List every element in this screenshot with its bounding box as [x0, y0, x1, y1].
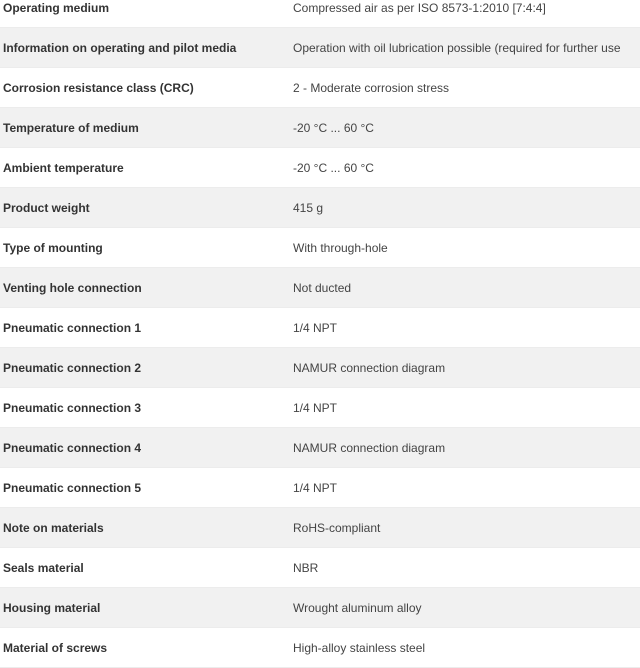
- spec-value: Operation with oil lubrication possible (required for further use: [293, 40, 621, 55]
- spec-row: [0, 188, 640, 228]
- spec-value: With through-hole: [293, 240, 388, 255]
- spec-value: 2 - Moderate corrosion stress: [293, 80, 450, 95]
- spec-row: [0, 468, 640, 508]
- spec-label: Product weight: [3, 200, 90, 215]
- spec-label: Venting hole connection: [3, 280, 142, 295]
- spec-label: Pneumatic connection 4: [3, 440, 142, 455]
- spec-label: Information on operating and pilot media: [3, 40, 237, 55]
- spec-row: [0, 28, 640, 68]
- spec-label: Operating medium: [3, 0, 110, 15]
- spec-value: Compressed air as per ISO 8573-1:2010 [7:4:4]: [293, 0, 546, 15]
- spec-value: -20 °C ... 60 °C: [293, 120, 374, 135]
- spec-value: Not ducted: [293, 280, 352, 295]
- spec-value: 1/4 NPT: [293, 480, 338, 495]
- spec-value: Wrought aluminum alloy: [293, 600, 422, 615]
- spec-row: [0, 508, 640, 548]
- spec-label: Material of screws: [3, 640, 108, 655]
- spec-row: [0, 348, 640, 388]
- spec-row: [0, 268, 640, 308]
- spec-row: [0, 0, 640, 28]
- spec-label: Ambient temperature: [3, 160, 124, 175]
- spec-value: NAMUR connection diagram: [293, 360, 446, 375]
- spec-label: Type of mounting: [3, 240, 103, 255]
- spec-row: [0, 588, 640, 628]
- spec-row: [0, 68, 640, 108]
- spec-row: [0, 388, 640, 428]
- spec-value: 415 g: [293, 200, 324, 215]
- spec-value: NBR: [293, 560, 319, 575]
- spec-label: Pneumatic connection 2: [3, 360, 142, 375]
- spec-value: -20 °C ... 60 °C: [293, 160, 374, 175]
- spec-label: Pneumatic connection 5: [3, 480, 142, 495]
- spec-label: Housing material: [3, 600, 101, 615]
- spec-value: NAMUR connection diagram: [293, 440, 446, 455]
- spec-row: [0, 308, 640, 348]
- spec-label: Corrosion resistance class (CRC): [3, 80, 194, 95]
- spec-label: Seals material: [3, 560, 84, 575]
- spec-row: [0, 548, 640, 588]
- spec-label: Temperature of medium: [3, 120, 139, 135]
- spec-value: 1/4 NPT: [293, 320, 338, 335]
- spec-row: [0, 428, 640, 468]
- spec-label: Pneumatic connection 1: [3, 320, 142, 335]
- spec-value: 1/4 NPT: [293, 400, 338, 415]
- spec-label: Pneumatic connection 3: [3, 400, 142, 415]
- spec-row: [0, 228, 640, 268]
- spec-label: Note on materials: [3, 520, 104, 535]
- spec-value: High-alloy stainless steel: [293, 640, 426, 655]
- spec-value: RoHS-compliant: [293, 520, 381, 535]
- spec-row: [0, 148, 640, 188]
- spec-row: [0, 108, 640, 148]
- spec-row: [0, 628, 640, 668]
